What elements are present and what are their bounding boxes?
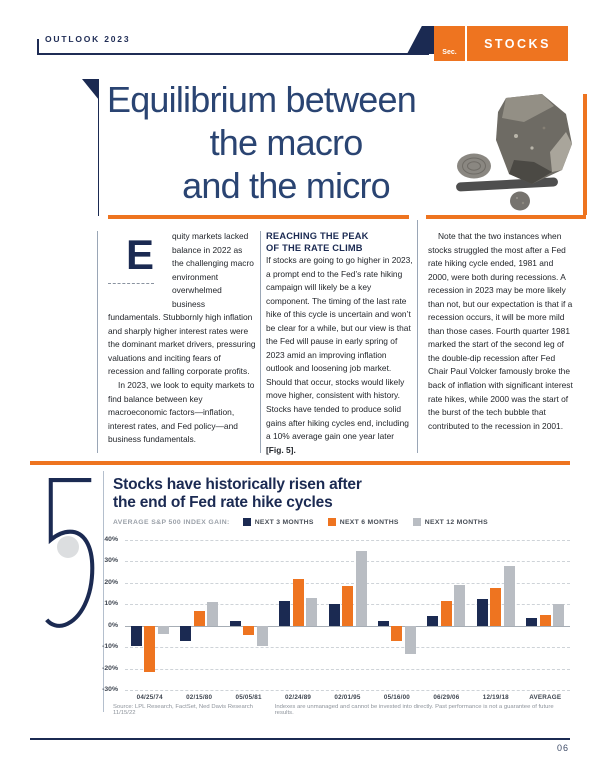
x-axis-label: 04/25/74 [136,694,163,701]
legend-item-label: NEXT 3 MONTHS [254,518,314,526]
chart-bar-next-12-months-average [553,604,564,625]
chart-bar-next-6-months-05-05-81 [243,626,254,636]
chart-bar-next-3-months-05-16-00 [378,621,389,625]
legend-item-next-12-months [413,518,488,526]
article-column-2 [266,230,414,457]
chart-bar-next-12-months-02-24-89 [306,598,317,626]
chart-bar-next-12-months-06-29-06 [454,585,465,626]
chart-bar-next-6-months-06-29-06 [441,601,452,626]
y-axis-label: 20% [104,578,118,586]
legend-swatch [243,518,251,526]
chart-plot [125,540,570,701]
legend-item-label: NEXT 6 MONTHS [339,518,399,526]
column1-rule [97,231,98,453]
plank-shape [456,177,558,191]
figure-number-5 [42,477,96,635]
y-axis-label: -10% [102,643,118,651]
chart-bar-next-3-months-12-19-18 [477,599,488,626]
column2-paragraph: If stocks are going to go higher in 2023, a prompt end to the Fed’s rate hiking campaign will likely be a key component. The timing of the last rate hike of this cycle is uncertain and won’t be clear for a while, but our view is that the Fed will pause in early spring of 2023 amid an improving inflation outlook and loosening job market. Should that occur, stocks would likely move higher, consistent with history. Stocks have tended to produce solid gains after hiking cycles end, including a 10% average gain one year later [Fig. 5]. [266,255,413,455]
hero-divider-vertical [583,94,587,215]
chart-bar-next-6-months-02-15-80 [194,611,205,626]
column2-rule [260,231,261,453]
legend-item-next-3-months [243,518,314,526]
chart-bar-next-6-months-04-25-74 [144,626,155,672]
figure-title: Stocks have historically risen after the end of Fed rate hike cycles [113,476,362,511]
x-axis-label: 12/19/18 [482,694,509,701]
page-title [107,78,465,207]
article-column-1 [108,230,256,447]
legend-item-next-6-months [328,518,399,526]
column1-paragraph2: In 2023, we look to equity markets to find balance between key macroeconomic factors—inflation, interest rates, and Fed policy—and business fundamentals. [108,380,255,445]
gridline [125,540,570,541]
x-axis-label: AVERAGE [529,694,562,701]
chart-legend-items [243,518,488,526]
footer-rule [30,738,570,740]
chart-bar-next-12-months-12-19-18 [504,566,515,626]
title-corner-triangle [82,79,99,100]
column2-heading: REACHING THE PEAK OF THE RATE CLIMB [266,231,369,253]
dropcap-box [108,230,166,298]
section-name: STOCKS [484,36,551,51]
y-axis-label: 30% [104,557,118,565]
disclaimer-note: Indexes are unmanaged and cannot be invested into directly. Past performance is not a guarantee of future results. [274,704,554,716]
page-title-line2: the macro [209,122,363,163]
chart-bar-next-3-months-02-15-80 [180,626,191,641]
gridline [125,647,570,648]
chart-y-axis [90,536,122,693]
chart-bar-next-12-months-02-15-80 [207,602,218,626]
chart-bar-next-12-months-05-16-00 [405,626,416,654]
column1-paragraph1: quity markets lacked balance in 2022 as the challenging macro environment overwhelmed business fundamentals. Stubbornly high inflation and sharply higher interest rates were the dominant market drivers, pressuring valuations and inciting fears of recession and falling corporate profits. [108,231,256,377]
column3-paragraph: Note that the two instances when stocks struggled the most after a Fed rate hiking cycle ended, 1981 and 2000, were both during recessions. A recession in 2023 may be more likely than not, but our expectation is that if a recession occurs, it will be more mild than those cases. Fourth quarter 1981 marked the start of the second leg of the double-dip recession after Fed Chair Paul Volcker famously broke the back of inflation with significant interest rate hikes, while 2000 was the start of the burst of the tech bubble that contributed to the recession in 2001. [428,231,573,431]
header-slant-shape [407,26,434,54]
chart-legend-label: AVERAGE S&P 500 INDEX GAIN: [113,518,230,526]
chart-bar-next-6-months-average [540,615,551,626]
column3-rule [417,220,418,453]
y-axis-label: -30% [102,686,118,693]
chart-bar-next-3-months-04-25-74 [131,626,142,646]
x-axis-label: 02/01/95 [334,694,361,701]
dropcap-letter: E [126,231,155,278]
y-axis-label: 0% [108,621,118,629]
legend-swatch [328,518,336,526]
legend-swatch [413,518,421,526]
x-axis-label: 05/05/81 [235,694,262,701]
hero-divider-left [108,215,409,219]
x-axis-label: 02/15/80 [186,694,213,701]
page-title-line1: Equilibrium between [107,79,416,120]
chart-bar-next-3-months-02-24-89 [279,601,290,626]
source-note: Source: LPL Research, FactSet, Ned Davis Research 11/15/22 [113,704,253,716]
x-axis-label: 06/29/06 [433,694,460,701]
chart-bar-next-3-months-05-05-81 [230,621,241,625]
x-axis-label: 02/24/89 [284,694,312,701]
chart-bar-next-12-months-04-25-74 [158,626,169,635]
chart-bar-next-3-months-average [526,618,537,626]
y-axis-label: 10% [104,600,118,608]
gridline [125,690,570,691]
page-number: 06 [556,743,569,753]
section-name-badge [467,26,568,61]
chart-bar-next-6-months-02-01-95 [342,586,353,626]
header-rule [37,53,429,55]
section-label: Sec. [442,49,457,56]
article-column-3 [428,230,576,433]
report-eyebrow: OUTLOOK 2023 [45,34,131,44]
page-title-line3: and the micro [182,165,390,206]
chart-bar-next-6-months-12-19-18 [490,588,501,626]
title-left-rule [98,79,100,216]
chart-bar-next-6-months-02-24-89 [293,579,304,626]
legend-item-label: NEXT 12 MONTHS [424,518,488,526]
chart-bar-next-6-months-05-16-00 [391,626,402,641]
chart-legend [113,518,488,526]
gridline [125,561,570,562]
zero-gridline [125,626,570,627]
y-axis-label: 40% [104,536,118,543]
chart-bar-next-3-months-06-29-06 [427,616,438,626]
dropcap-dashed-rule [108,283,154,284]
chart-bar-next-3-months-02-01-95 [329,604,340,625]
figure-footnotes [113,704,570,716]
figure-reference: [Fig. 5]. [266,444,296,455]
chart-bar-next-12-months-05-05-81 [257,626,268,646]
hero-divider-right [426,215,586,219]
figure-top-rule [30,461,570,465]
chart-bar-next-12-months-02-01-95 [356,551,367,626]
fulcrum-pebble-shape [510,192,530,211]
balanced-rocks-image [453,92,585,214]
y-axis-label: -20% [102,664,118,672]
gridline [125,669,570,670]
x-axis-label: 05/16/00 [383,694,410,701]
header-tick-rule [37,39,39,54]
section-label-badge [434,26,465,61]
